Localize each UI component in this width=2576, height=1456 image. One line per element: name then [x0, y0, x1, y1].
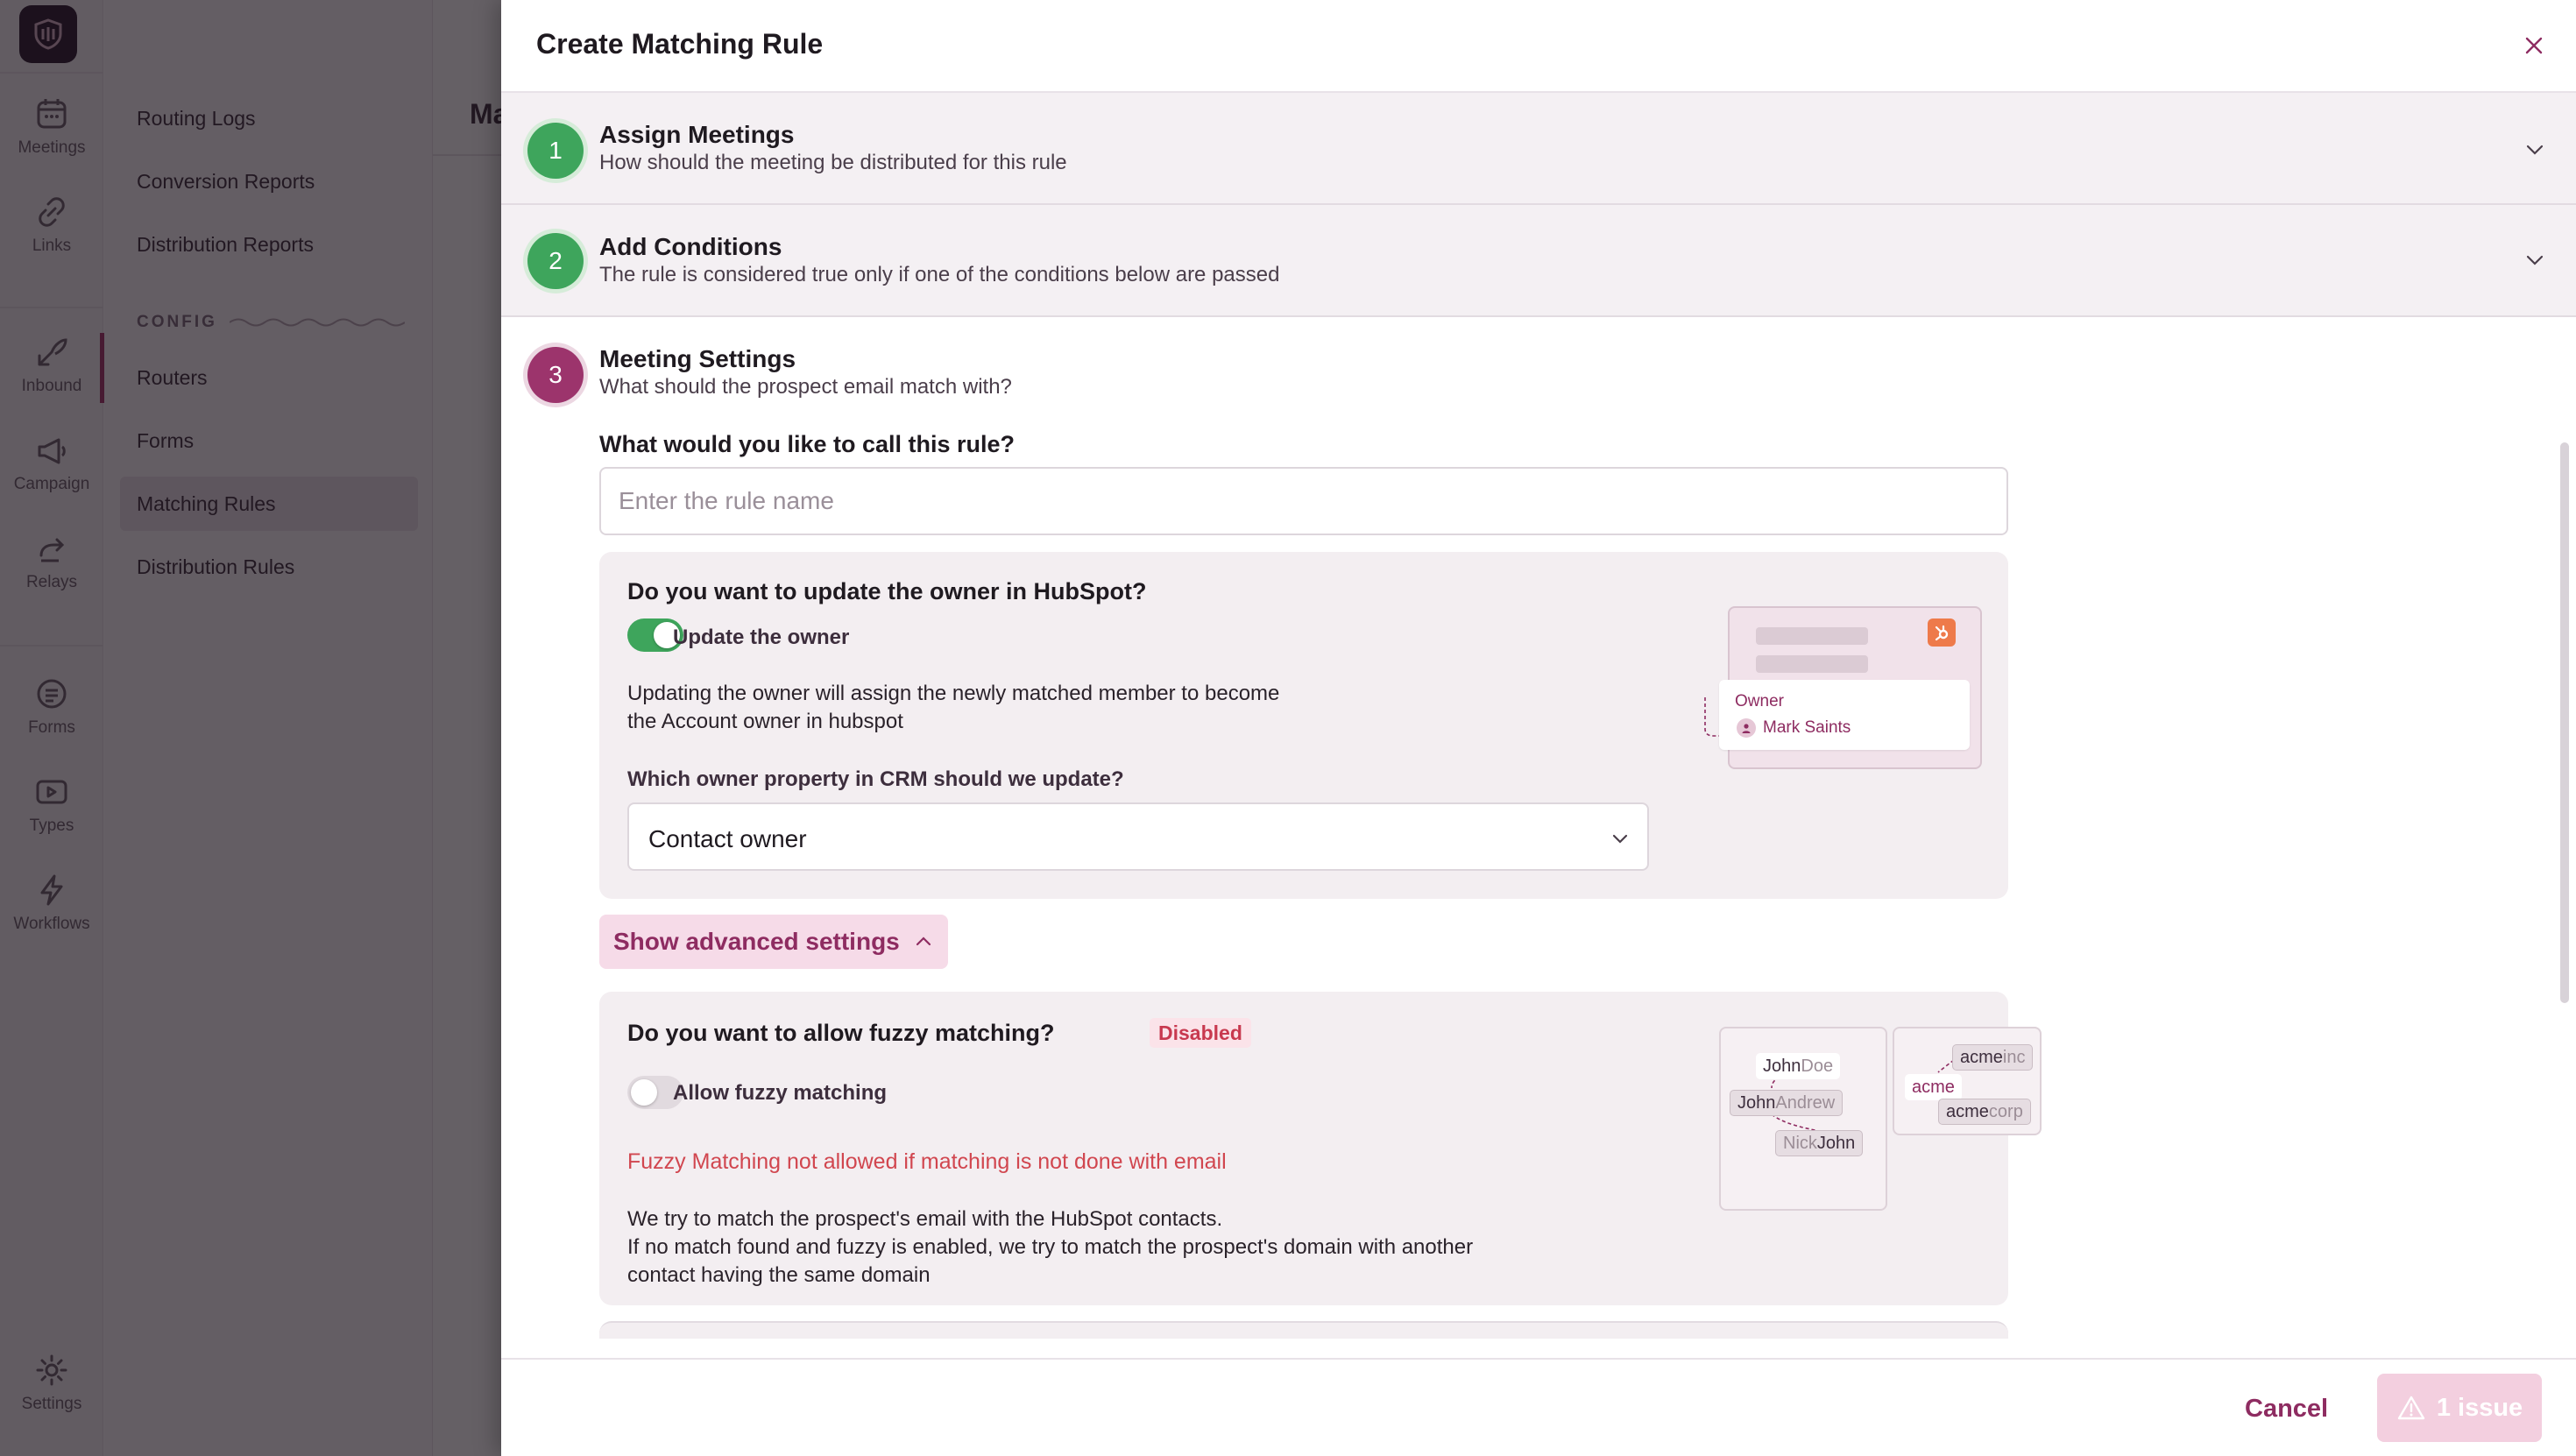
issues-button[interactable]	[2377, 1374, 2542, 1442]
hubspot-logo-icon	[1928, 618, 1956, 647]
chip-strong-text: John	[1763, 1056, 1801, 1076]
chevron-down-icon[interactable]	[2522, 137, 2548, 163]
step-number-badge: 1	[527, 123, 584, 179]
cancel-button[interactable]: Cancel	[2245, 1394, 2329, 1423]
next-settings-panel	[599, 1321, 2008, 1339]
fuzzy-matching-panel	[599, 992, 2026, 1305]
step-assign-meetings[interactable]	[501, 93, 2576, 205]
status-badge: Disabled	[1150, 1018, 1251, 1048]
step-subtitle: The rule is considered true only if one of the conditions below are passed	[599, 263, 1280, 286]
drawer-header	[501, 0, 2576, 93]
toggle-knob	[631, 1079, 657, 1106]
rule-name-input[interactable]	[599, 467, 2008, 535]
fuzzy-description-line2: If no match found and fuzzy is enabled, we try to match the prospect's domain with another	[627, 1235, 1474, 1259]
fuzzy-matching-label: Allow fuzzy matching	[673, 1081, 888, 1105]
issues-label: 1 issue	[2436, 1393, 2523, 1422]
name-chip	[1730, 1090, 1843, 1116]
update-owner-label: Update the owner	[673, 626, 850, 649]
step-title: Add Conditions	[599, 233, 782, 260]
domain-chip	[1905, 1074, 1962, 1100]
placeholder-bar	[1756, 627, 1868, 645]
chip-faint-text: corp	[1988, 1101, 2023, 1121]
update-owner-description-line1: Updating the owner will assign the newly matched member to become	[627, 682, 1280, 705]
chip-faint-text: Doe	[1801, 1056, 1834, 1076]
hubspot-owner-question: Do you want to update the owner in HubSpot?	[627, 578, 1147, 604]
drawer-footer	[501, 1358, 2576, 1456]
chevron-up-icon	[912, 930, 935, 953]
drawer-title: Create Matching Rule	[536, 28, 824, 60]
domain-chip	[1938, 1099, 2031, 1125]
owner-card	[1719, 680, 1970, 750]
close-icon	[2523, 34, 2545, 57]
fuzzy-description-line3: contact having the same domain	[627, 1263, 931, 1287]
hubspot-owner-illustration	[1728, 606, 1982, 769]
step-number-badge: 2	[527, 233, 584, 289]
chip-strong-text: acme	[1946, 1101, 1989, 1121]
step-title: Meeting Settings	[599, 345, 796, 372]
chip-strong-text: John	[1737, 1092, 1776, 1113]
advanced-settings-label: Show advanced settings	[613, 928, 900, 955]
chip-faint-text: inc	[2002, 1047, 2026, 1067]
close-button[interactable]	[2515, 26, 2553, 65]
rule-name-label: What would you like to call this rule?	[599, 431, 1016, 457]
domain-chip	[1952, 1044, 2033, 1071]
hubspot-owner-panel	[599, 552, 2008, 899]
create-matching-rule-drawer	[501, 0, 2576, 1456]
chevron-down-icon[interactable]	[2522, 247, 2548, 273]
fuzzy-matching-question: Do you want to allow fuzzy matching?	[627, 1020, 1055, 1046]
placeholder-bar	[1756, 655, 1868, 673]
name-chip	[1756, 1053, 1840, 1079]
name-chip	[1775, 1130, 1863, 1156]
update-owner-description-line2: the Account owner in hubspot	[627, 710, 903, 733]
owner-property-label: Which owner property in CRM should we update?	[627, 767, 1124, 791]
chip-faint-text: Andrew	[1775, 1092, 1836, 1113]
warning-icon	[2396, 1393, 2426, 1423]
step-add-conditions[interactable]	[501, 205, 2576, 317]
owner-property-value: Contact owner	[648, 825, 807, 852]
step-title: Assign Meetings	[599, 121, 795, 148]
chip-pink-text: acme	[1912, 1077, 1955, 1097]
scrollbar-thumb[interactable]	[2560, 442, 2569, 1003]
owner-card-label: Owner	[1735, 692, 1784, 710]
chip-strong-text: acme	[1960, 1047, 2003, 1067]
step-subtitle: What should the prospect email match with?	[599, 375, 1012, 399]
step-number-badge: 3	[527, 347, 584, 403]
step-subtitle: How should the meeting be distributed for this rule	[599, 151, 1067, 174]
fuzzy-matching-error: Fuzzy Matching not allowed if matching is not done with email	[627, 1149, 1227, 1174]
user-avatar-icon	[1737, 718, 1756, 738]
owner-card-name: Mark Saints	[1763, 718, 1851, 737]
fuzzy-description-line1: We try to match the prospect's email with the HubSpot contacts.	[627, 1207, 1223, 1231]
chip-strong-text: John	[1816, 1133, 1856, 1153]
sprocket-icon	[1932, 623, 1951, 642]
chip-faint-text: Nick	[1783, 1133, 1817, 1153]
show-advanced-settings-button[interactable]	[599, 915, 948, 969]
chevron-down-icon	[1609, 827, 1631, 850]
fuzzy-matching-illustration	[1719, 1027, 2026, 1181]
owner-property-select[interactable]	[627, 802, 1649, 871]
person-icon	[1740, 722, 1752, 734]
